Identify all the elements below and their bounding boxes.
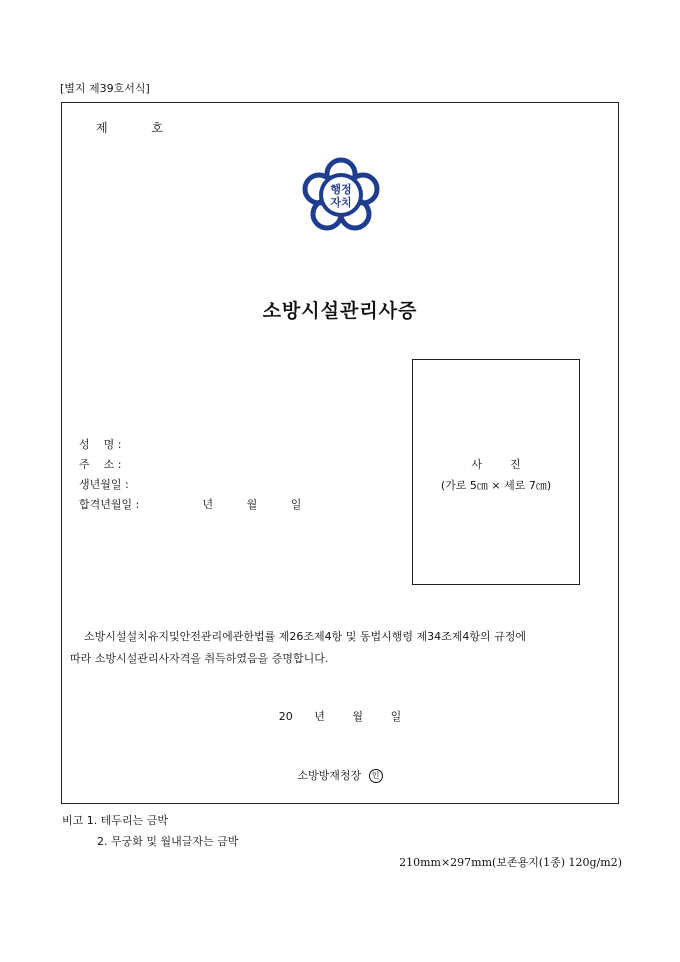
photo-size: (가로 5㎝ × 세로 7㎝) [440, 479, 552, 492]
government-emblem-icon [301, 156, 381, 232]
birth-field: 생년월일 : [79, 478, 129, 491]
issuer-name: 소방방재청장 [297, 769, 362, 782]
note-1: 비고 1. 테두리는 금박 [62, 814, 168, 827]
issue-day: 일 [390, 710, 402, 723]
issue-year: 년 [314, 710, 325, 723]
form-label: [별지 제39호서식] [60, 82, 150, 95]
issue-month: 월 [352, 710, 364, 723]
emblem-text-2: 자치 [330, 196, 352, 209]
pass-year: 년 [202, 498, 214, 511]
issue-number-prefix: 제 [96, 121, 108, 135]
certification-line-1: 소방시설설치유지및안전관리에관한법률 제26조제4항 및 동법시행령 제34조제4항의 규정에 [84, 630, 527, 643]
photo-box [412, 359, 580, 585]
name-field: 성 명 : [79, 438, 122, 451]
address-field: 주 소 : [79, 458, 122, 471]
pass-date-label: 합격년월일 : [79, 498, 140, 511]
paper-spec: 210mm×297mm(보존용지(1종) 120g/m2) [399, 856, 622, 869]
certificate-title: 소방시설관리사증 [262, 300, 418, 322]
issue-date [0, 708, 680, 724]
photo-label: 사 진 [471, 458, 521, 471]
issue-year-prefix: 20 [278, 710, 293, 723]
seal-icon: 인 [369, 769, 383, 783]
certification-line-2: 따라 소방시설관리사자격을 취득하였음을 증명합니다. [70, 652, 329, 665]
emblem-text-1: 행정 [330, 183, 352, 196]
pass-month: 월 [246, 498, 258, 511]
pass-date-field [79, 496, 301, 512]
note-2: 2. 무궁화 및 월내글자는 금박 [97, 835, 239, 848]
issuer [0, 767, 680, 783]
issue-number [96, 119, 163, 136]
pass-day: 일 [290, 498, 302, 511]
issue-number-suffix: 호 [151, 121, 164, 135]
